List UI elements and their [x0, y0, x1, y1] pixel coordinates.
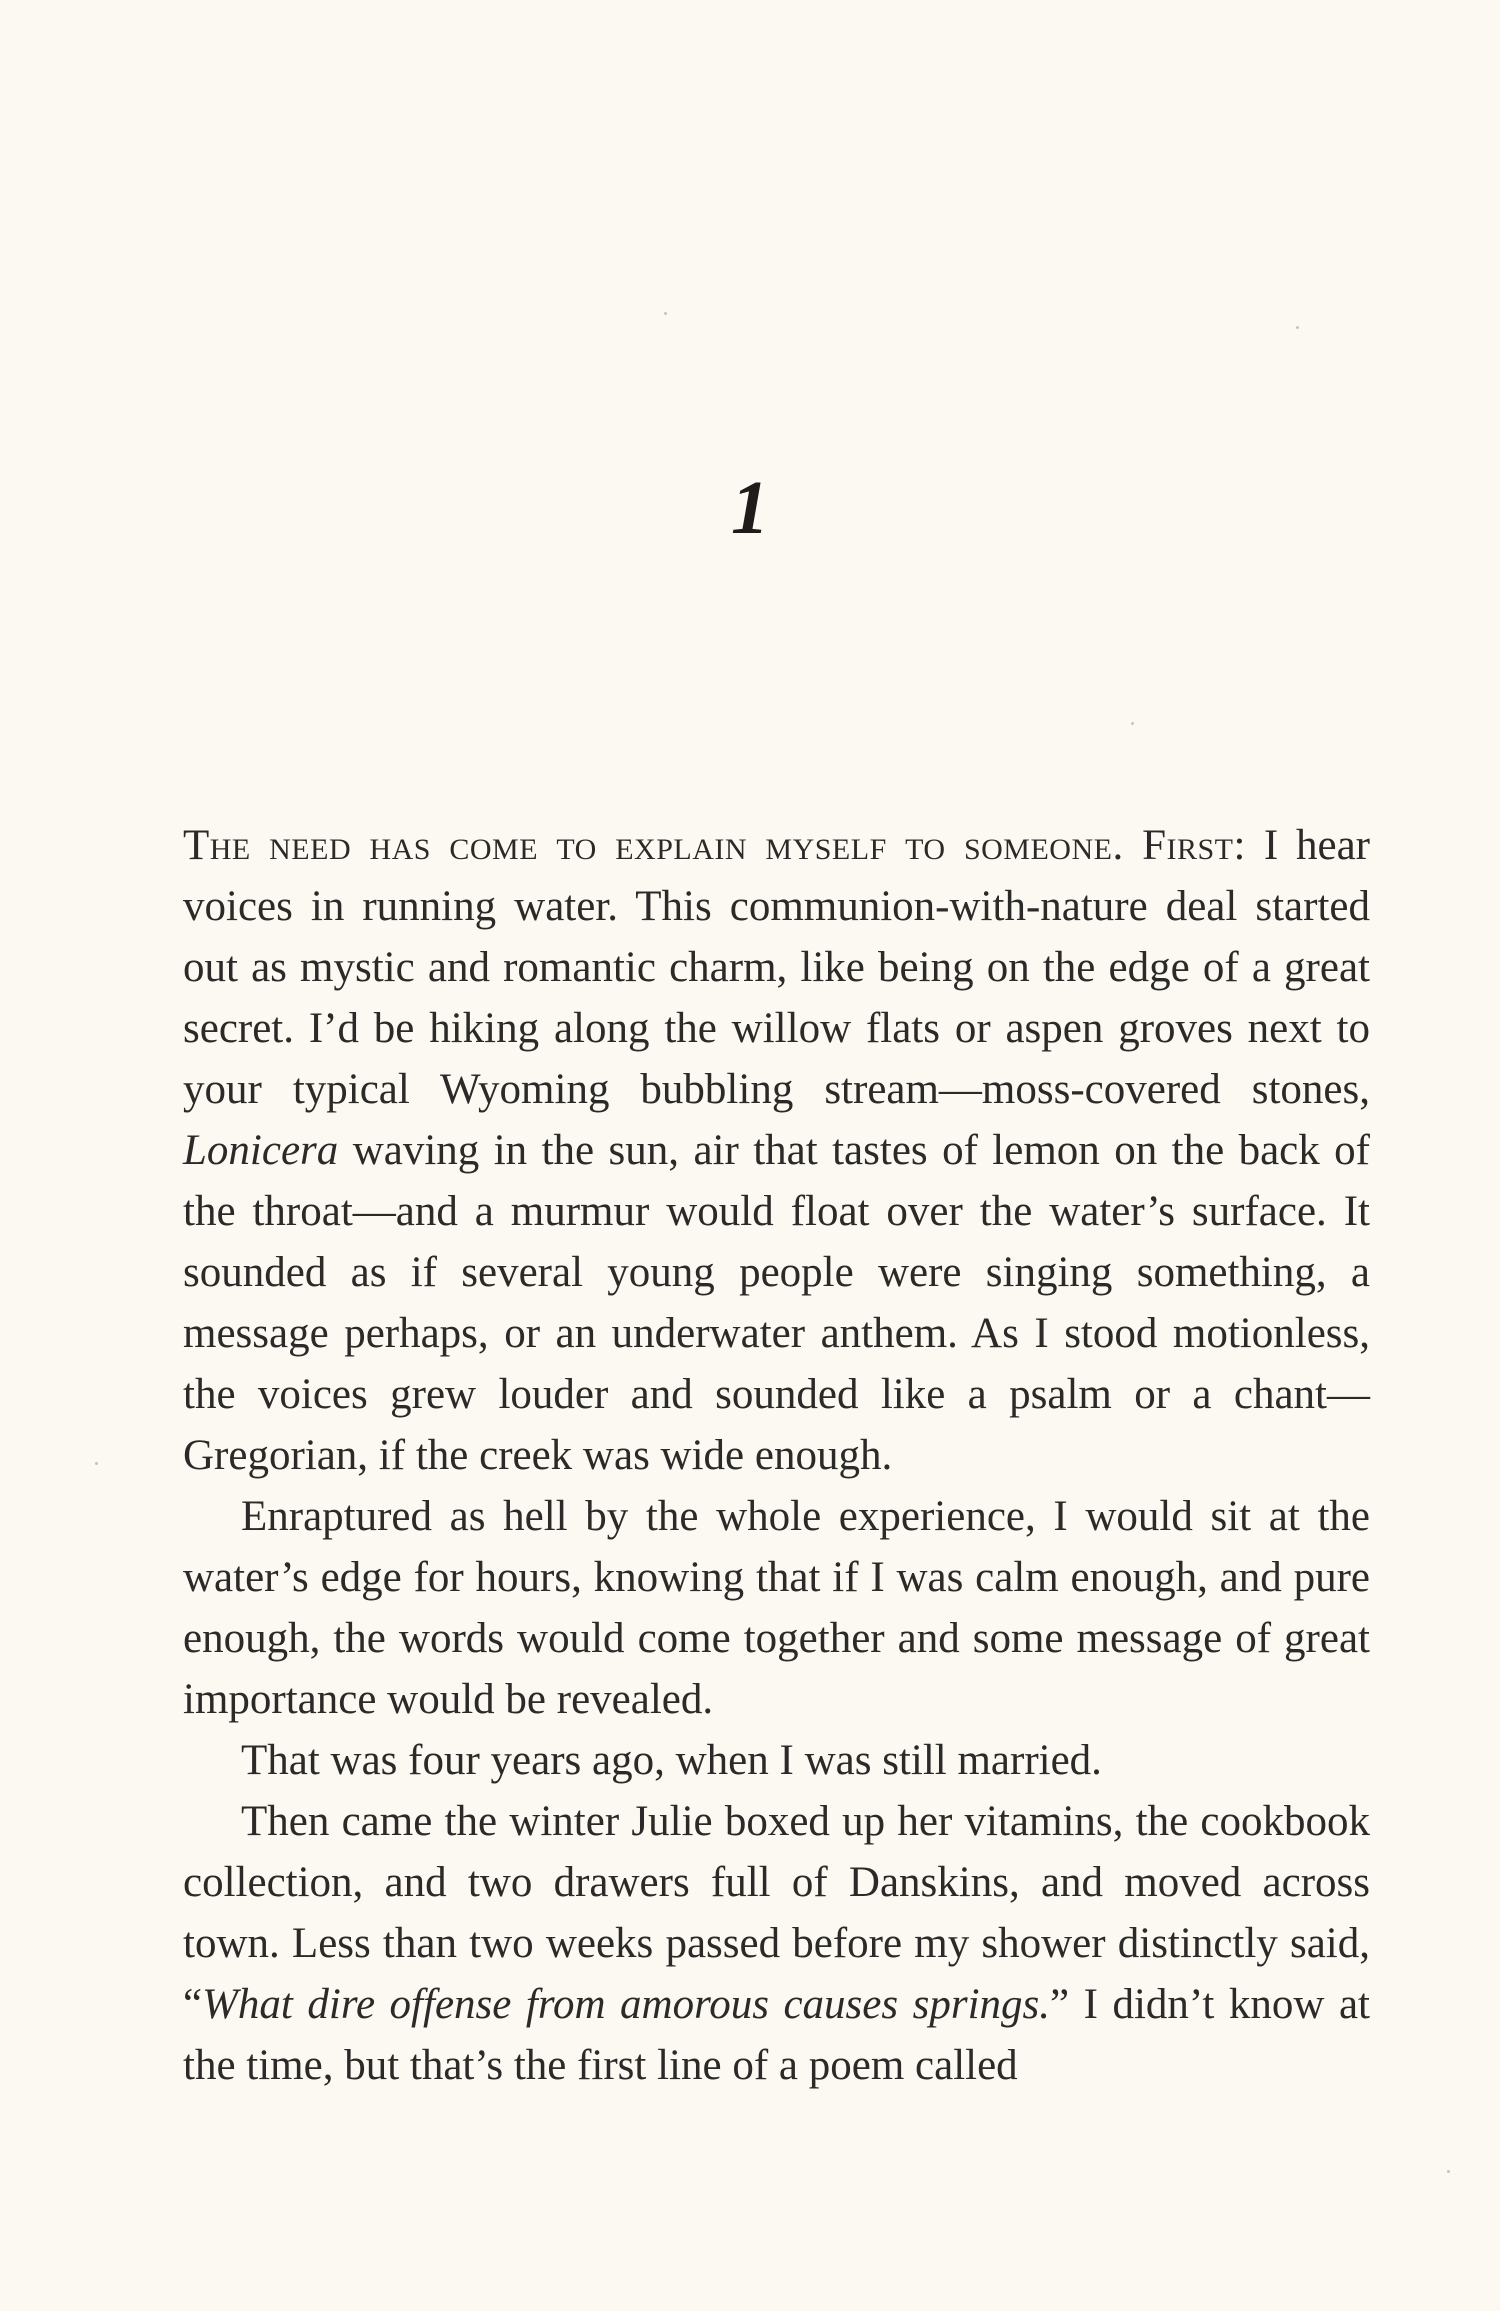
paper-speck — [1447, 2170, 1450, 2173]
paragraph-3 — [183, 1730, 1370, 1791]
italic-quote: What dire offense from amorous causes springs. — [202, 1981, 1051, 2028]
chapter-number: 1 — [731, 466, 769, 550]
body-text — [183, 815, 1370, 2096]
paragraph-text: That was four years ago, when I was still married. — [241, 1737, 1102, 1784]
paper-speck — [1296, 326, 1299, 329]
opening-small-caps: The need has come to explain myself to someone. First: — [183, 822, 1246, 869]
paragraph-text: Enraptured as hell by the whole experience, I would sit at the water’s edge for hours, knowing that if I was calm enough, and pure enough, the words would come together and some message of great importance would be revealed. — [183, 1493, 1370, 1723]
paper-speck — [95, 1462, 98, 1465]
paragraph-4 — [183, 1791, 1370, 2096]
italic-term: Lonicera — [183, 1127, 339, 1174]
paragraph-text-continued: ” I didn’t know at the time, but that’s the first line of a poem called — [183, 1981, 1370, 2089]
paragraph-1 — [183, 815, 1370, 1486]
paragraph-text-continued: waving in the sun, air that tastes of lemon on the back of the throat—and a murmur would float over the water’s surface. It sounded as if several young people were singing something, a message perhaps, or an underwater anthem. As I stood motionless, the voices grew louder and sounded like a psalm or a chant—Gregorian, if the creek was wide enough. — [183, 1127, 1370, 1479]
paragraph-text: Then came the winter Julie boxed up her vitamins, the cookbook collection, and two drawers full of Danskins, and moved across town. Less than two weeks passed before my shower distinctly said, “ — [183, 1798, 1370, 2028]
paper-speck — [1131, 722, 1134, 725]
paragraph-2 — [183, 1486, 1370, 1730]
paper-speck — [664, 312, 667, 315]
paragraph-text: I hear voices in running water. This communion-with-nature deal started out as mystic and romantic charm, like being on the edge of a great secret. I’d be hiking along the willow flats or aspen groves next to your typical Wyoming bubbling stream—moss-covered stones, — [183, 822, 1370, 1113]
